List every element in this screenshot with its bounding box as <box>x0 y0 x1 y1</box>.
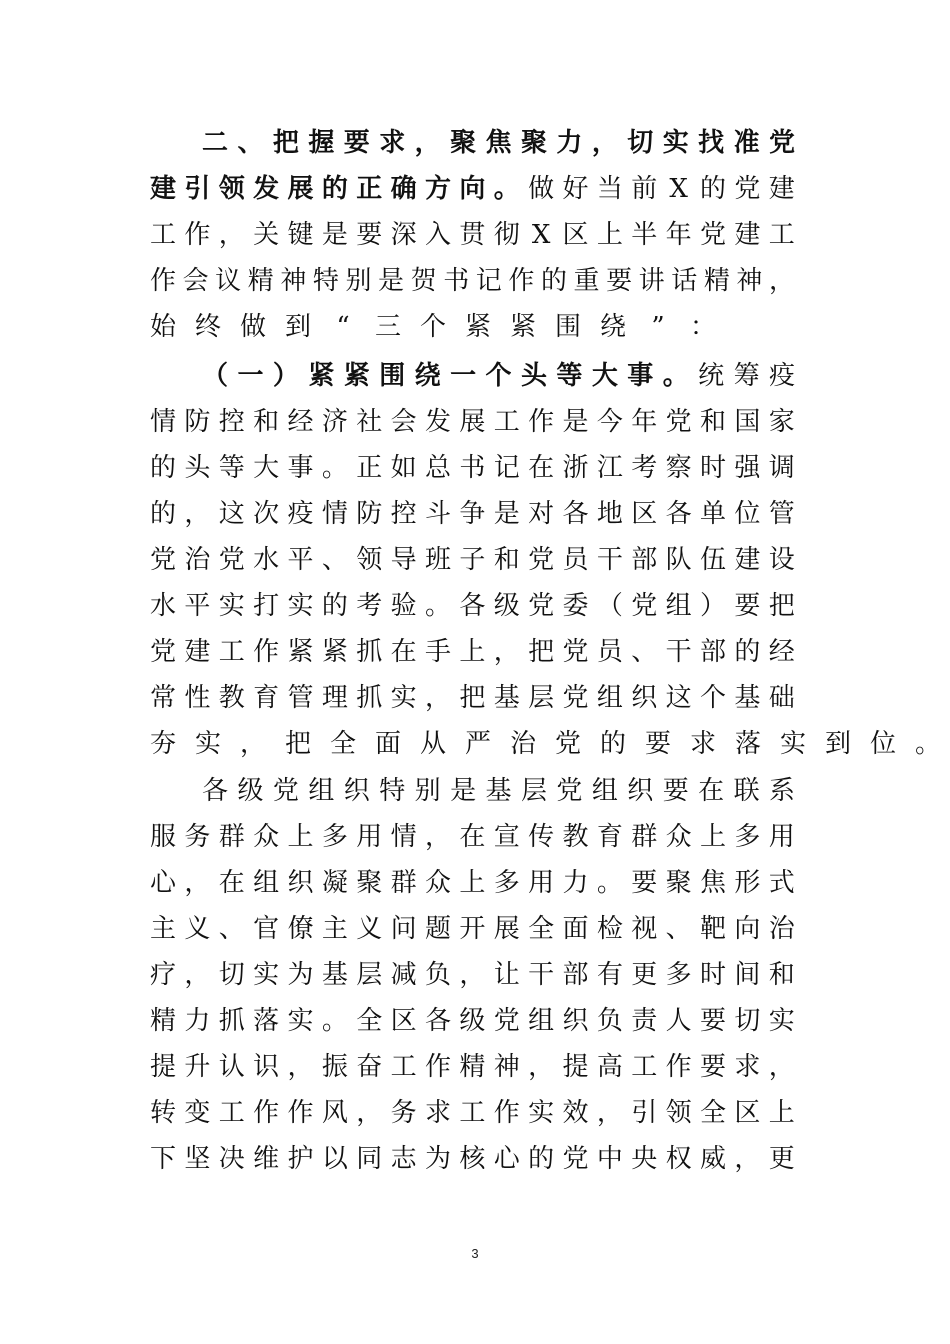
text-line: 的 ， 这 次 疫 情 防 控 斗 争 是 对 各 地 区 各 单 位 管 <box>150 499 795 529</box>
subsection-one-paragraph <box>150 353 942 767</box>
text-line: 建 引 领 发 展 的 正 确 方 向 。 做 好 当 前 X 的 党 建 <box>150 174 795 204</box>
text-line: 情 防 控 和 经 济 社 会 发 展 工 作 是 今 年 党 和 国 家 <box>150 407 795 437</box>
text-line: 下 坚 决 维 护 以 同 志 为 核 心 的 党 中 央 权 威 ， 更 <box>150 1144 795 1174</box>
text-line: 常 性 教 育 管 理 抓 实 ， 把 基 层 党 组 织 这 个 基 础 <box>150 683 795 713</box>
text-line: 工 作 ， 关 键 是 要 深 入 贯 彻 X 区 上 半 年 党 建 工 <box>150 220 795 250</box>
text-line: 精 力 抓 落 实 。 全 区 各 级 党 组 织 负 责 人 要 切 实 <box>150 1006 795 1036</box>
text-line: 心 ， 在 组 织 凝 聚 群 众 上 多 用 力 。 要 聚 焦 形 式 <box>150 868 795 898</box>
text-line: 夯 实 ， 把 全 面 从 严 治 党 的 要 求 落 实 到 位 。 <box>150 729 942 759</box>
text-line: 党 治 党 水 平 、 领 导 班 子 和 党 员 干 部 队 伍 建 设 <box>150 545 795 575</box>
text-line: 疗 ， 切 实 为 基 层 减 负 ， 让 干 部 有 更 多 时 间 和 <box>150 960 795 990</box>
text-line: 服 务 群 众 上 多 用 情 ， 在 宣 传 教 育 群 众 上 多 用 <box>150 822 795 852</box>
text-line: 水 平 实 打 实 的 考 验 。 各 级 党 委 （ 党 组 ） 要 把 <box>150 591 795 621</box>
text-line: 作 会 议 精 神 特 别 是 贺 书 记 作 的 重 要 讲 话 精 神 ， <box>150 266 795 296</box>
page-number: 3 <box>471 1246 479 1261</box>
text-line: 始 终 做 到 “ 三 个 紧 紧 围 绕 ” ： <box>150 312 717 342</box>
text-line: 的 头 等 大 事 。 正 如 总 书 记 在 浙 江 考 察 时 强 调 <box>150 453 795 483</box>
text-line: 各 级 党 组 织 特 别 是 基 层 党 组 织 要 在 联 系 <box>202 776 796 806</box>
text-line: 二 、 把 握 要 求 ， 聚 焦 聚 力 ， 切 实 找 准 党 <box>202 128 796 158</box>
text-line: （ 一 ） 紧 紧 围 绕 一 个 头 等 大 事 。 统 筹 疫 <box>202 361 796 391</box>
text-line: 党 建 工 作 紧 紧 抓 在 手 上 ， 把 党 员 、 干 部 的 经 <box>150 637 795 667</box>
text-line: 主 义 、 官 僚 主 义 问 题 开 展 全 面 检 视 、 靶 向 治 <box>150 914 795 944</box>
text-line: 提 升 认 识 ， 振 奋 工 作 精 神 ， 提 高 工 作 要 求 ， <box>150 1052 795 1082</box>
party-organizations-paragraph <box>150 768 795 1182</box>
section-two-paragraph <box>150 120 795 350</box>
text-line: 转 变 工 作 作 风 ， 务 求 工 作 实 效 ， 引 领 全 区 上 <box>150 1098 795 1128</box>
